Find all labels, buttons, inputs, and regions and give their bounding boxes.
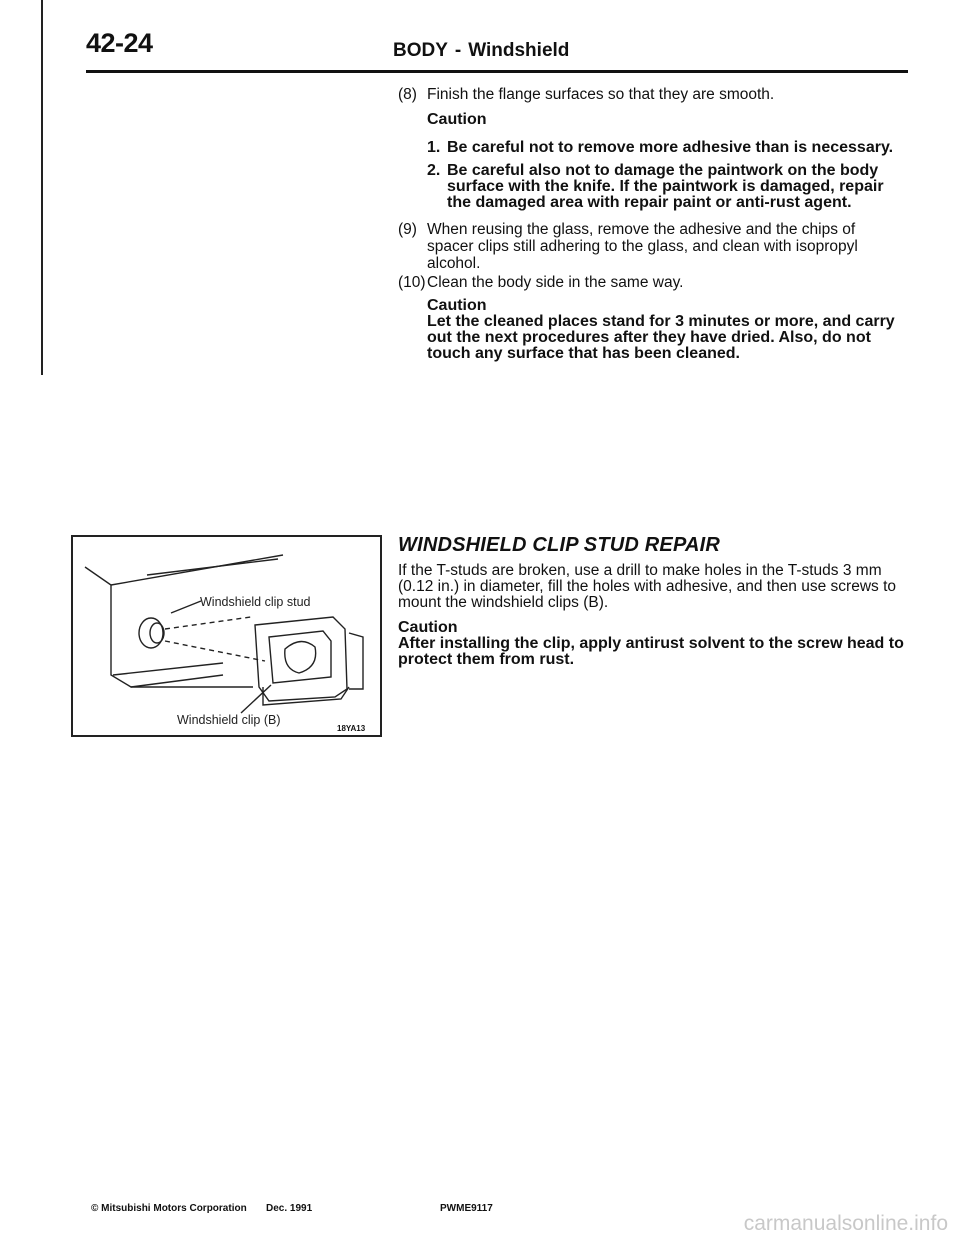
label-clip-stud: Windshield clip stud: [200, 595, 311, 609]
caution-list: [427, 140, 904, 211]
repair-heading: WINDSHIELD CLIP STUD REPAIR: [398, 534, 721, 556]
subsection-name: Windshield: [468, 40, 570, 61]
step-9: (9) When reusing the glass, remove the adhesive and the chips of spacer clips still adhering to the glass, and clean with isopropyl alcohol.: [398, 221, 858, 272]
repair-section: [398, 563, 904, 668]
title-separator: -: [454, 40, 462, 61]
label-clip-b: Windshield clip (B): [177, 713, 281, 727]
footer-date: Dec. 1991: [266, 1203, 313, 1214]
repair-body: If the T-studs are broken, use a drill to make holes in the T-studs 3 mm (0.12 in.) in diameter, fill the holes with adhesive, and then use screws to mount the windshield clips (B).: [398, 562, 896, 611]
step-10: (10) Clean the body side in the same way.: [398, 274, 684, 291]
figure-code: 18YA13: [337, 724, 366, 733]
caution-block-2: [427, 297, 904, 362]
repair-caution-heading: Caution: [398, 619, 458, 636]
watermark: carmanualsonline.info: [743, 1212, 948, 1235]
header-rule: [86, 70, 908, 73]
caution-heading-2: Caution: [427, 297, 487, 314]
footer-copyright: © Mitsubishi Motors Corporation: [91, 1203, 247, 1214]
margin-change-bar: [41, 0, 43, 375]
footer-code: PWME9117: [440, 1203, 493, 1214]
caution-block-1: [427, 111, 904, 211]
windshield-clip-figure: [71, 535, 382, 737]
section-title: [393, 40, 569, 62]
caution-text-2: Let the cleaned places stand for 3 minutes or more, and carry out the next procedures after they have dried. Also, do not touch any surface that has been cleaned.: [427, 313, 895, 362]
caution-item-2: 2. Be careful also not to damage the paintwork on the body surface with the knife. If the paintwork is damaged, repair the damaged area with repair paint or anti-rust agent.: [427, 162, 884, 211]
procedure-steps: [398, 86, 904, 362]
repair-caution-text: After installing the clip, apply antirust solvent to the screw head to protect them from rust.: [398, 635, 904, 668]
caution-item-1: 1. Be careful not to remove more adhesive than is necessary.: [427, 139, 894, 156]
step-8: (8) Finish the flange surfaces so that they are smooth.: [398, 86, 775, 103]
caution-heading-1: Caution: [427, 111, 487, 128]
page-number: 42-24: [86, 28, 153, 58]
clip-illustration: [73, 537, 380, 735]
section-name: BODY: [393, 40, 448, 61]
